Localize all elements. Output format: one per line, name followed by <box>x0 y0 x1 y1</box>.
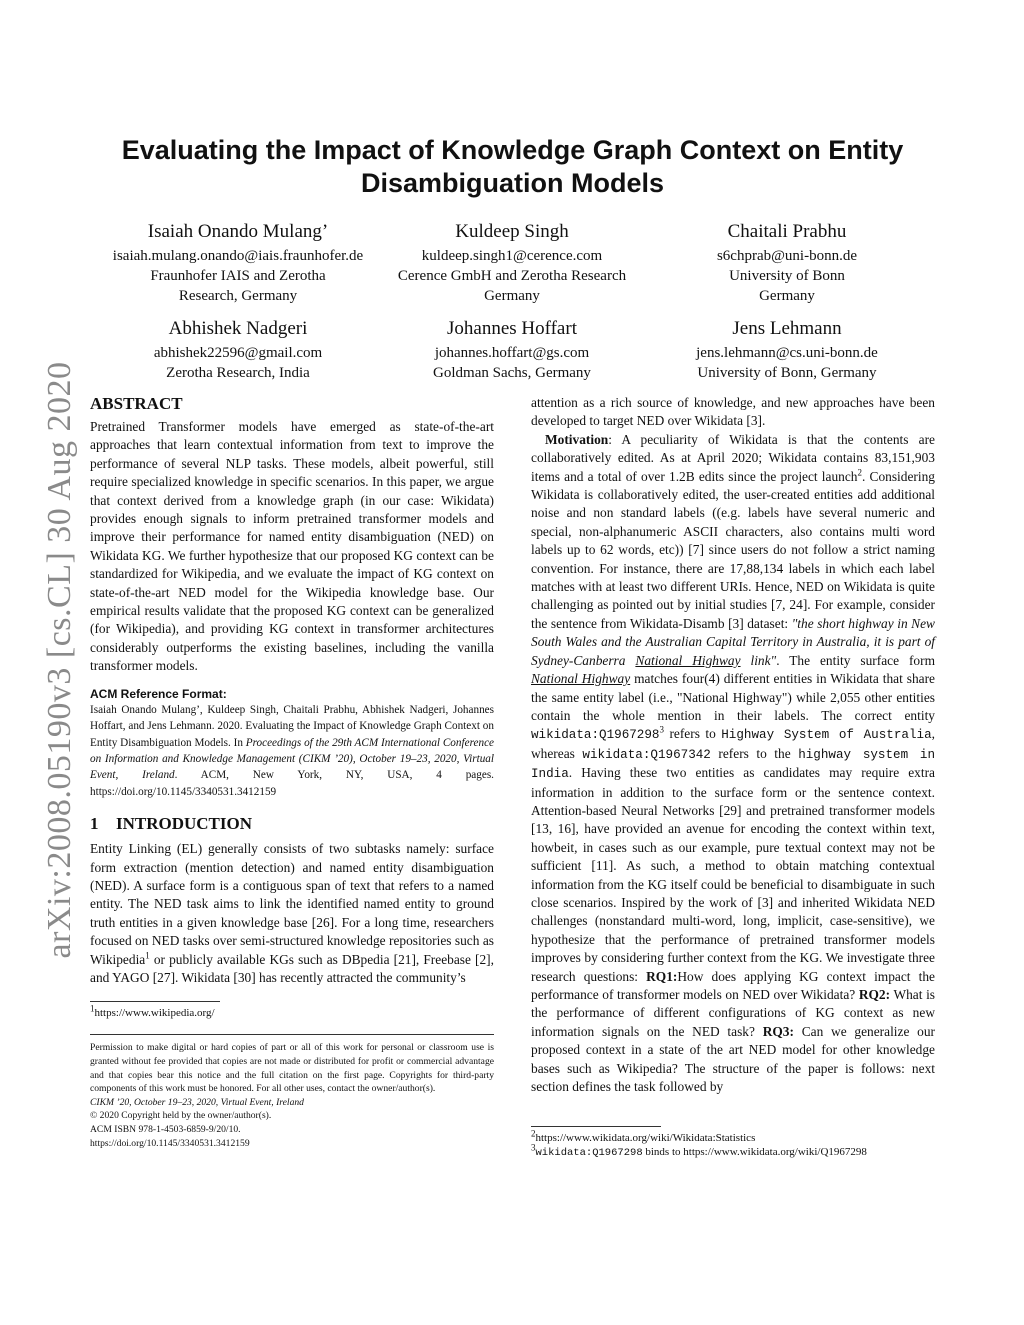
research-question-label: RQ1: <box>646 968 678 984</box>
research-question-label: RQ3: <box>762 1023 794 1039</box>
motivation-paragraph <box>531 431 935 1097</box>
text-run: . The entity surface form <box>776 652 935 668</box>
author-affiliation: Zerotha Research, India <box>166 365 310 381</box>
title-line-1: Evaluating the Impact of Knowledge Graph Context on Entity <box>121 135 904 165</box>
abstract-text: Pretrained Transformer models have emerged as state-of-the-art approaches that learn contextual information from text to improve the performance of several NLP tasks. These models, albeit powerful, still require specialized knowledge in specific scenarios. In this paper, we argue that context derived from a knowledge graph (in our case: Wikidata) provides enough signals to inform pretrained transformer models and improve their performance for named entity disambiguation (NED) on Wikidata KG. We further hypothesize that our proposed KG context can be standardized for Wikipedia, and we evaluate the impact of KG context on state-of-the-art NED model for the Wikipedia knowledge base. Our empirical results validate that the proposed KG context can be generalized (for Wikipedia), and providing KG context in transformer architectures considerably outperforms the existing baselines, including the vanilla transformer models. <box>90 419 494 674</box>
code-entity: highway system in India <box>531 747 935 782</box>
permission-notice <box>90 1041 494 1150</box>
code-entity: Highway System of Australia <box>721 728 932 743</box>
author-name: Kuldeep Singh <box>455 221 569 242</box>
surface-form: National Highway <box>531 671 631 687</box>
permission-divider <box>90 1034 494 1035</box>
author-name: Abhishek Nadgeri <box>168 318 308 339</box>
example-quote: "the short highway in New South Wales and the Australian Capital Territory in Australia, it is part of Sydney-Canberra <box>531 615 935 668</box>
example-mention: National Highway <box>635 652 741 668</box>
motivation-label: Motivation <box>545 431 609 447</box>
author-email: abhishek22596@gmail.com <box>153 345 323 361</box>
acm-reference-plain: Isaiah Onando Mulang’, Kuldeep Singh, Chaitali Prabhu, Abhishek Nadgeri, Johannes Hoffart, and Jens Lehmann. 2020. Evaluating the Impact of Knowledge Graph Context on Entity Disambiguation Models. In <box>90 703 494 749</box>
research-question-label: RQ2: <box>858 987 891 1002</box>
doi-line: https://doi.org/10.1145/3340531.3412159 <box>90 1137 250 1149</box>
code-entity: wikidata:Q1967298 <box>531 728 660 743</box>
author-block <box>362 221 662 306</box>
footnote-divider <box>531 1126 661 1127</box>
footnote-number: 2 <box>531 1128 536 1139</box>
author-name: Chaitali Prabhu <box>727 221 847 242</box>
intro-text-part: or publicly available KGs such as DBpedia [21], Freebase [2], and YAGO [27]. Wikidata [30] has recently attracted the community’s <box>90 951 494 985</box>
author-affiliation: Research, Germany <box>178 288 298 304</box>
footnote-divider <box>90 1001 220 1002</box>
author-name: Isaiah Onando Mulang’ <box>147 221 329 242</box>
author-block <box>88 318 388 383</box>
abstract-heading: ABSTRACT <box>90 394 183 413</box>
permission-text: Permission to make digital or hard copies of part or all of this work for personal or classroom use is granted without fee provided that copies are not made or distributed for profit or commercial advantage and that copies bear this notice and the full citation on the first page. Copyrights for third-party components of this work must be honored. For all other uses, contact the owner/author(s). <box>90 1042 494 1095</box>
footnote-3 <box>531 1142 935 1160</box>
acm-reference-heading: ACM Reference Format: <box>90 686 227 701</box>
author-affiliation: Goldman Sachs, Germany <box>433 365 591 381</box>
author-block <box>88 221 388 306</box>
acm-reference-proceedings: Proceedings of the 29th ACM International Conference on Information and Knowledge Management (CIKM ’20), October 19–23, 2020, Virtual Event, Ireland <box>90 736 494 782</box>
arxiv-identifier: arXiv:2008.05190v3 [cs.CL] 30 Aug 2020 <box>41 361 78 959</box>
text-run: . Having these two entities as candidates may require extra information in addition to the surface form or the sentence context. Attention-based Neural Networks [29] and pretrained transformer models [13, 16], have provided an avenue for encoding the context within text, howbeit, in cases such as our example, pure textual context may not be sufficient [11]. As such, a method to obtain matching contextual information from the KG itself could be beneficial to disambiguate in such close scenarios. Inspired by the work of [3] and inherited Wikidata NED challenges (nonstandard multi-word, long, implicit, case-sensitive), we hypothesize that the performance of pretrained transformer models improves by considering further context from the KG. We investigate three research questions: <box>531 765 935 984</box>
author-affiliation: Germany <box>484 288 540 304</box>
author-affiliation: University of Bonn, Germany <box>697 365 877 381</box>
author-block <box>637 318 937 383</box>
footnote-url: https://www.wikidata.org/wiki/Wikidata:Statistics <box>535 1132 756 1145</box>
author-block <box>637 221 937 306</box>
author-name: Johannes Hoffart <box>447 318 577 339</box>
acm-reference-text <box>90 702 494 800</box>
footnote-code: wikidata:Q1967298 <box>535 1147 643 1160</box>
text-run: How does applying KG context impact the performance of transformer models on NED over Wikidata? <box>531 968 935 1002</box>
title-line-2: Disambiguation Models <box>360 168 665 198</box>
acm-reference-tail: . ACM, New York, NY, USA, 4 pages. https://doi.org/10.1145/3340531.3412159 <box>90 769 494 798</box>
section-number: 1 <box>90 814 99 834</box>
author-affiliation: Germany <box>759 288 815 304</box>
footnote-number: 3 <box>531 1142 536 1153</box>
author-name: Jens Lehmann <box>732 318 842 339</box>
section-title: INTRODUCTION <box>116 814 253 834</box>
text-run: refers to the <box>710 745 799 761</box>
author-email: kuldeep.singh1@cerence.com <box>421 248 603 264</box>
author-email: johannes.hoffart@gs.com <box>434 345 590 361</box>
right-column <box>531 394 935 1160</box>
introduction-text <box>90 840 494 987</box>
code-entity: wikidata:Q1967342 <box>582 747 711 762</box>
text-run: refers to <box>663 726 722 742</box>
venue-line: CIKM ’20, October 19–23, 2020, Virtual Event, Ireland <box>90 1096 304 1108</box>
left-column <box>90 394 494 1150</box>
footnote-marker: 1 <box>145 950 150 961</box>
footnote-number: 1 <box>90 1003 95 1014</box>
author-affiliation: Fraunhofer IAIS and Zerotha <box>150 268 326 284</box>
footnote-marker: 3 <box>659 724 664 735</box>
text-run: . Considering Wikidata is collaboratively edited, the user-created entities add additional noise and non standard labels ((e.g. labels have several numeric and special, non-alphanumeric ASCII characters, also contains multi word labels up to 62 words, etc)) [7] since users do not follow a strict naming convention. For instance, there are 17,88,134 labels in which each label matches with at least two different URIs. Hence, NED on Wikidata is quite challenging as pointed out by initial studies [7, 24]. For example, consider the sentence from Wikidata-Disamb [3] dataset: <box>531 468 935 631</box>
copyright-line: © 2020 Copyright held by the owner/author(s). <box>90 1110 272 1122</box>
paper-title <box>90 134 935 200</box>
author-block <box>362 318 662 383</box>
text-run: matches four(4) different entities in Wikidata that share the same entity label (i.e., "National Highway") while 2,055 other entities contain the whole mention in their labels. The correct entity <box>531 671 936 723</box>
author-affiliation: Cerence GmbH and Zerotha Research <box>397 268 627 284</box>
intro-continuation: attention as a rich source of knowledge, and new approaches have been developed to target NED over Wikidata [3]. <box>531 395 935 429</box>
example-quote: link" <box>740 652 777 668</box>
footnote-2 <box>531 1128 935 1145</box>
footnote-1 <box>90 1003 494 1020</box>
text-run: : A peculiarity of Wikidata is that the contents are collaboratively edited. As at April 2020; Wikidata contains 83,151,903 items and a total of over 1.2B edits since the project launch <box>531 431 935 484</box>
intro-text-part: Entity Linking (EL) generally consists of two subtasks namely: surface form extraction (mention detection) and named entity disambiguation (NED). A surface form is a contiguous span of text that refers to a named entity. The NED task aims to link the identified named entity to ground truth entities in a given knowledge base [26]. For a long time, researchers focused on NED tasks over semi-structured knowledge repositories such as Wikipedia <box>90 841 494 967</box>
footnote-url: https://www.wikipedia.org/ <box>94 1007 215 1020</box>
author-email: s6chprab@uni-bonn.de <box>716 248 858 264</box>
text-run: Can we generalize our proposed context in a state of the art NED model for other knowledge bases such as Wikipedia? The structure of the paper is follows: next section defines the task followed by <box>531 1023 935 1095</box>
footnote-text: binds to https://www.wikidata.org/wiki/Q1967298 <box>642 1146 867 1159</box>
introduction-heading <box>90 814 494 834</box>
footnote-marker: 2 <box>857 467 863 478</box>
author-email: jens.lehmann@cs.uni-bonn.de <box>696 345 878 361</box>
author-affiliation: University of Bonn <box>729 268 845 284</box>
text-run: , whereas <box>531 726 935 761</box>
author-email: isaiah.mulang.onando@iais.fraunhofer.de <box>112 248 364 264</box>
text-run: What is the performance of different configurations of KG context as new information signals on the NED task? <box>531 987 935 1039</box>
isbn-line: ACM ISBN 978-1-4503-6859-9/20/10. <box>90 1123 241 1135</box>
